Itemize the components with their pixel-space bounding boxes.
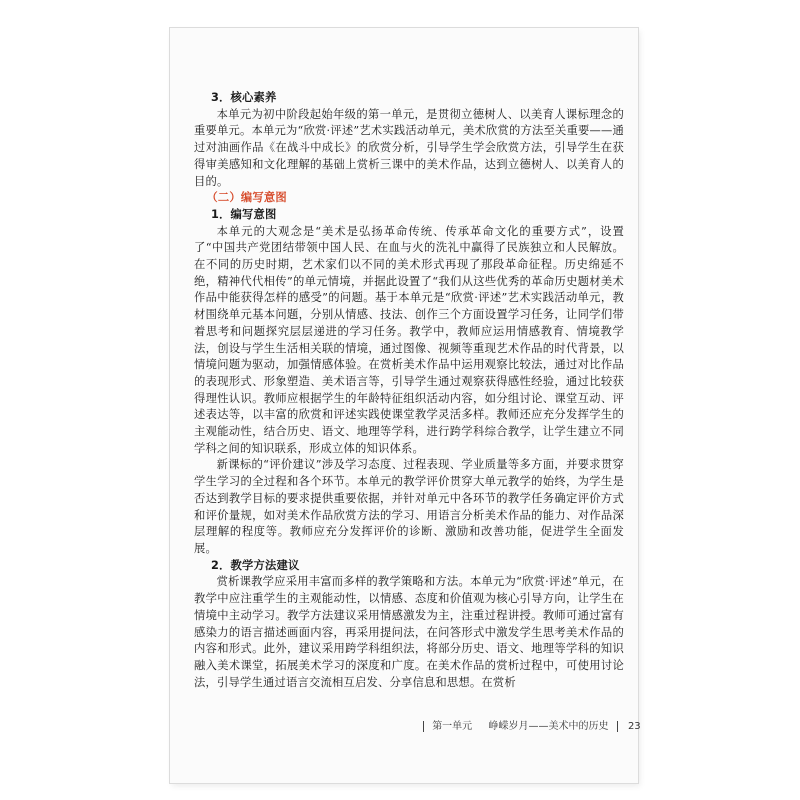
footer-unit: 第一单元 [432,721,473,732]
book-page [170,28,641,783]
section-heading-teaching-methods: 2．教学方法建议 [210,558,300,572]
footer-divider [617,721,618,732]
page-content [194,90,624,691]
footer-divider [423,721,424,732]
page-footer [418,717,641,732]
section-heading-core-literacy: 3．核心素养 [210,91,277,104]
page-number: 23 [627,721,641,732]
part-heading-writing-intent: （二）编写意图 [206,191,287,205]
paragraph-teaching-methods: 赏析课教学应采用丰富而多样的教学策略和方法。本单元为“欣赏·评述”单元，在教学中应注重学生的主观能动性，以情感、态度和价值观为核心引导方向，让学生在情境中主动学习。教学方法建议采用情感激发为主，注重过程讲授。教师可通过富有感染力的语言描述画面内容，再采用提问法，在问答形式中激发学生思考美术作品的内容和形式。此外，建议采用跨学科组织法，将部分历史、语文、地理等学科的知识融入美术课堂，拓展美术学习的深度和广度。在美术作品的赏析过程中，可使用讨论法，引导学生通过语言交流相互启发、分享信息和思想。在赏析 [194,575,624,689]
paragraph-core-literacy: 本单元为初中阶段起始年级的第一单元，是贯彻立德树人、以美育人课标理念的重要单元。本单元为“欣赏·评述”艺术实践活动单元，美术欣赏的方法至关重要——通过对油画作品《在战斗中成长》的欣赏分析，引导学生学会欣赏方法，引导学生在获得审美感知和文化理解的基础上赏析三课中的美术作品，达到立德树人、以美育人的目的。 [194,107,624,188]
section-heading-writing-intent: 1．编写意图 [210,207,277,221]
paragraph-writing-intent-2: 新课标的“评价建议”涉及学习态度、过程表现、学业质量等多方面，并要求贯穿学生学习的全过程和各个环节。本单元的教学评价贯穿大单元教学的始终，为学生是否达到教学目标的要求提供重要依据，并针对单元中各环节的教学任务确定评价方式和评价量规，如对美术作品欣赏方法的学习、用语言分析美术作品的能力、对作品深层理解的程度等。教师应充分发挥评价的诊断、激励和改善功能，促进学生全面发展。 [194,458,624,555]
footer-unit-title: 峥嵘岁月——美术中的历史 [488,721,609,732]
paragraph-writing-intent-1: 本单元的大观念是“美术是弘扬革命传统、传承革命文化的重要方式”，设置了“中国共产党团结带领中国人民、在血与火的洗礼中赢得了民族独立和人民解放。在不同的历史时期，艺术家们以不同的美术形式再现了那段革命征程。历史绵延不绝，精神代代相传”的单元情境，并据此设置了“我们从这些优秀的革命历史题材美术作品中能获得怎样的感受”的问题。基于本单元是“欣赏·评述”艺术实践活动单元，教材围绕单元基本问题，分别从情感、技法、创作三个方面设置学习任务，让同学们带着思考和问题探究层层递进的学习任务。教学中，教师应运用情感教育、情境教学法，创设与学生生活相关联的情境，通过图像、视频等重现艺术作品的时代背景，以情境问题为驱动，加强情感体验。在赏析美术作品中运用观察比较法，通过对比作品的表现形式、形象塑造、美术语言等，引导学生通过观察获得感性经验，通过比较获得理性认识。教师应根据学生的年龄特征组织活动内容，如分组讨论、课堂互动、评述表达等，以丰富的欣赏和评述实践使课堂教学灵活多样。教师还应充分发挥学生的主观能动性，结合历史、语文、地理等学科，进行跨学科综合教学，让学生建立不同学科之间的知识联系，形成立体的知识体系。 [194,224,624,455]
